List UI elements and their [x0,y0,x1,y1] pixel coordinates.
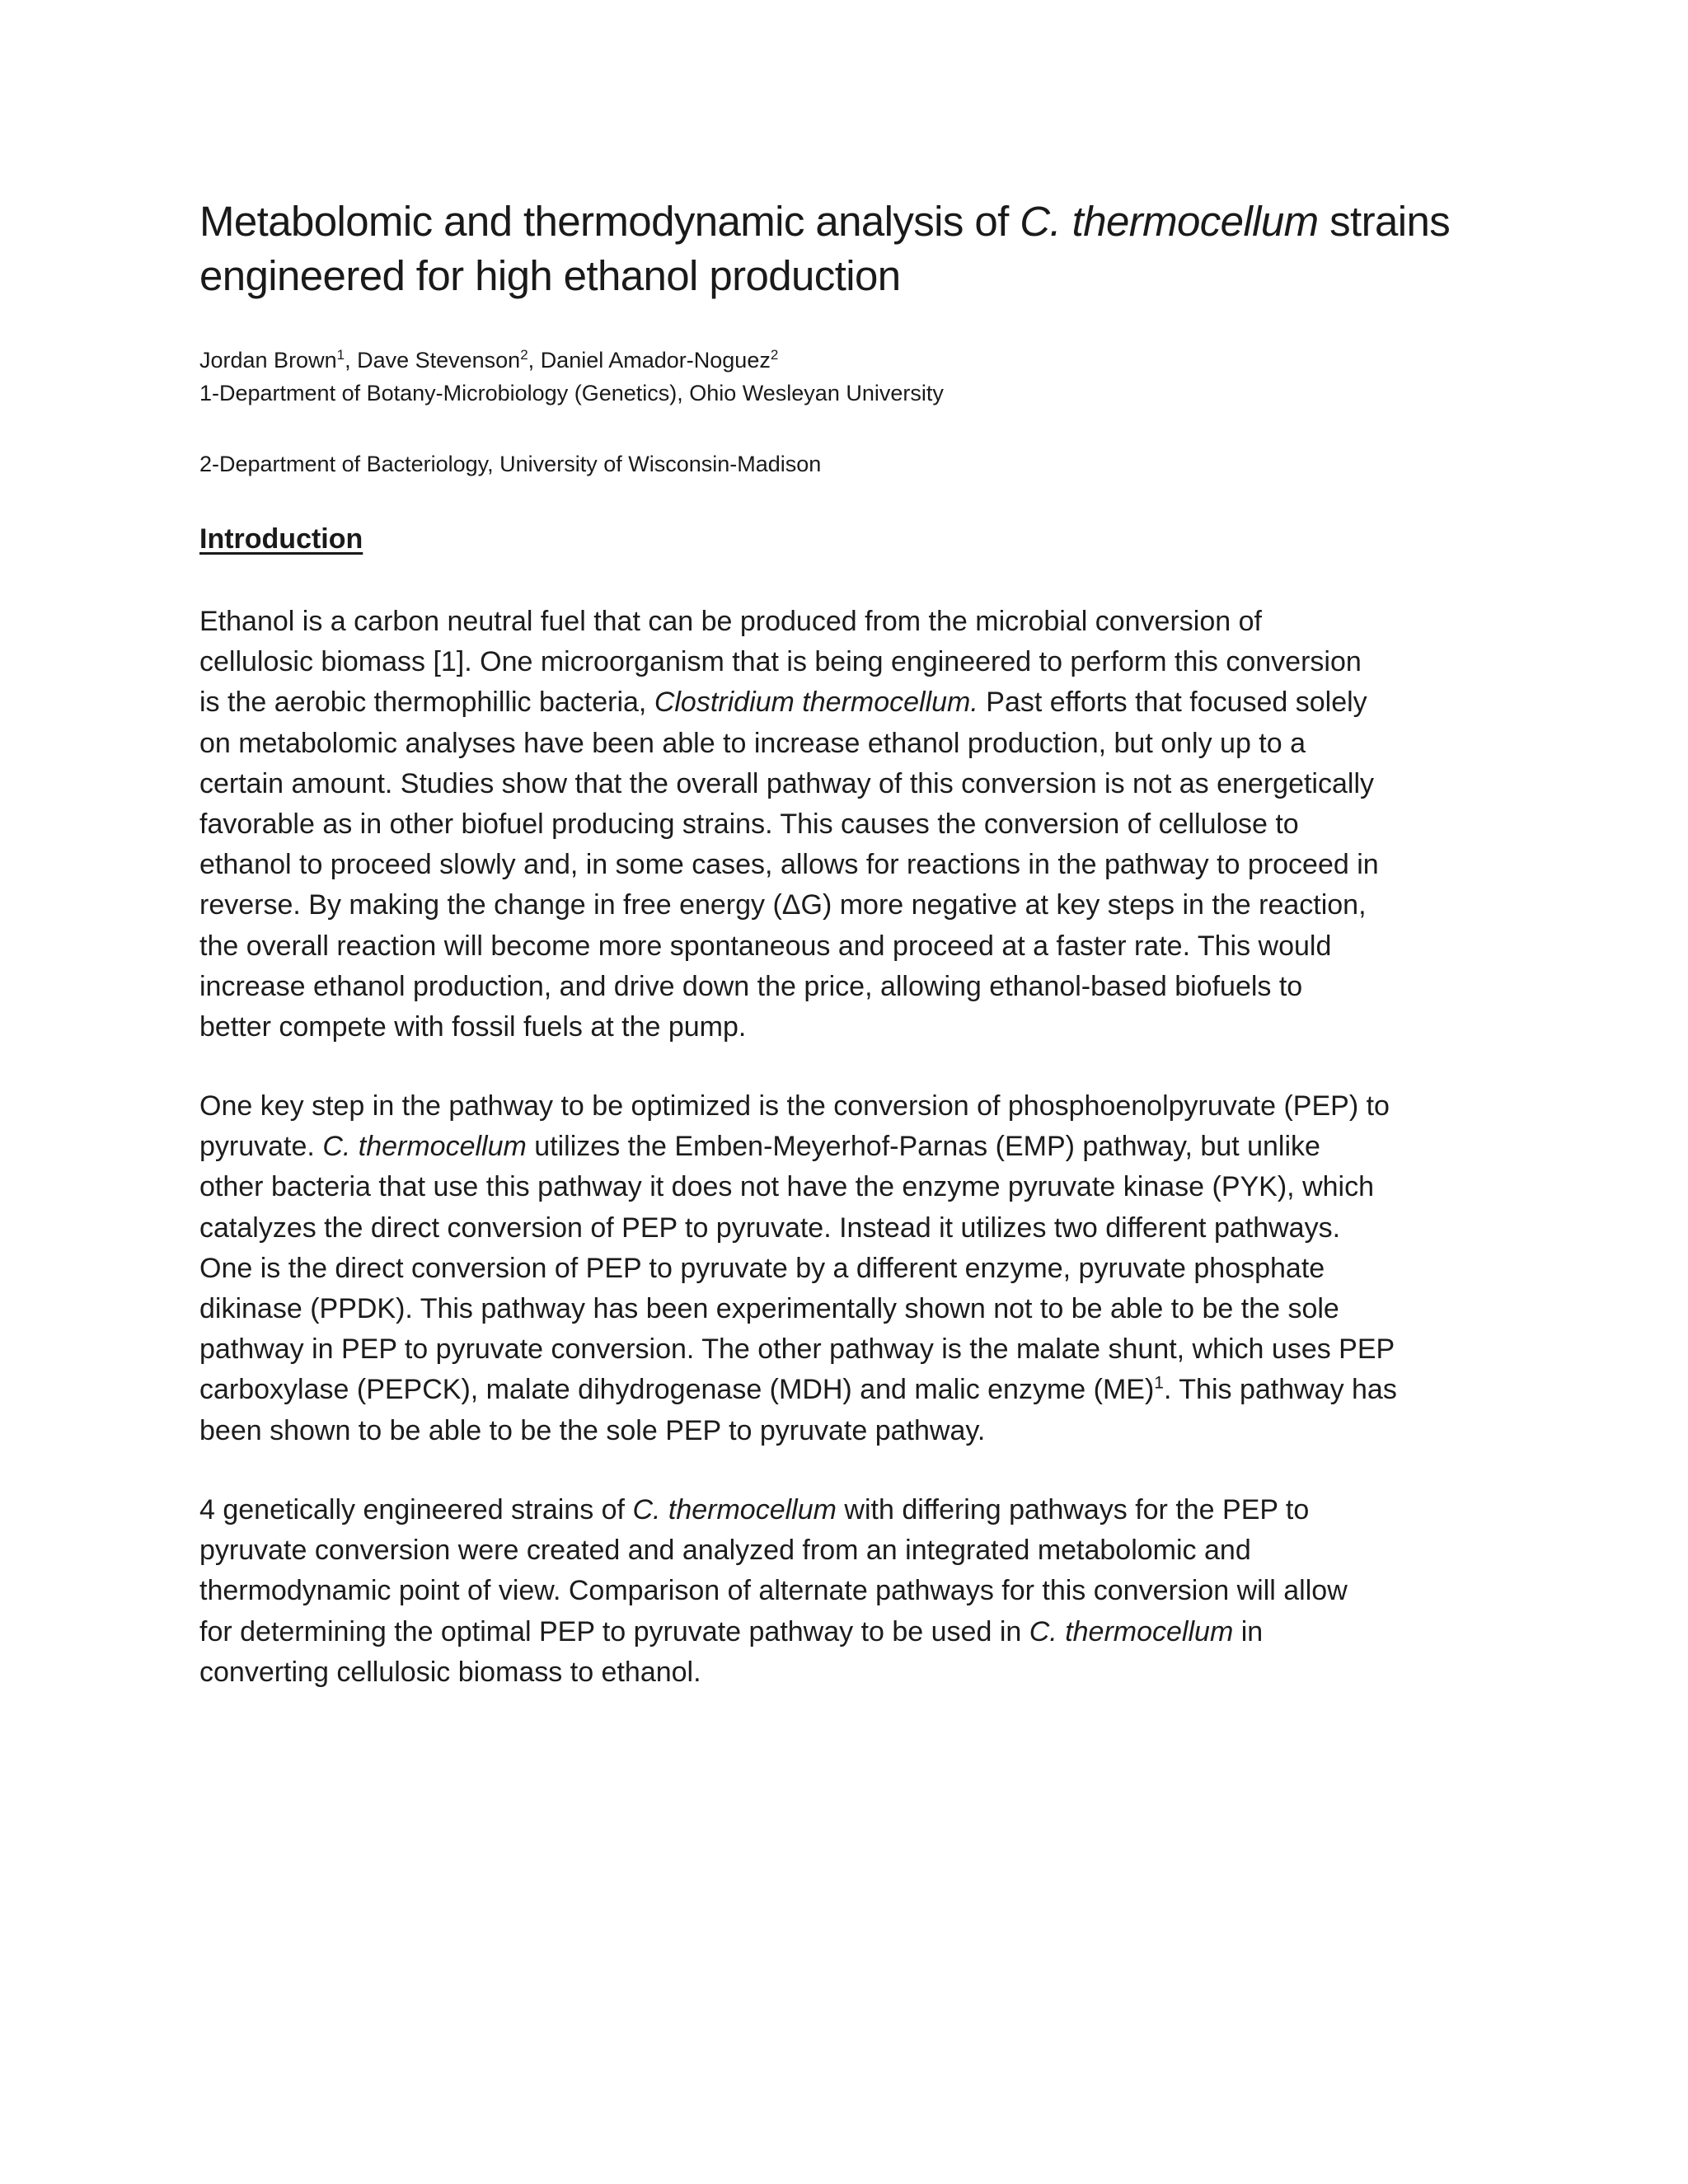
text-line: the overall reaction will become more spontaneous and proceed at a faster rate. This would [199,930,1332,962]
text-line: other bacteria that use this pathway it does not have the enzyme pyruvate kinase (PYK), which [199,1171,1374,1203]
text-line: on metabolomic analyses have been able to increase ethanol production, but only up to a [199,727,1306,759]
text-line: cellulosic biomass [1]. One microorganism that is being engineered to perform this conversion [199,646,1362,678]
title-line-1: Metabolomic and thermodynamic analysis of C. thermocellum strains [199,198,1451,245]
species-name: C. thermocellum [322,1131,527,1163]
text-line: been shown to be able to be the sole PEP to pyruvate pathway. [199,1414,986,1446]
text-line: dikinase (PPDK). This pathway has been experimentally shown not to be able to be the sole [199,1293,1339,1325]
author-name: Dave Stevenson [357,348,521,373]
text-line: pyruvate. C. thermocellum utilizes the Emben-Meyerhof-Parnas (EMP) pathway, but unlike [199,1131,1320,1163]
intro-paragraph-3 [199,1490,1518,1693]
author-name: Daniel Amador-Noguez [540,348,771,373]
text-line: better compete with fossil fuels at the pump. [199,1011,747,1043]
text-line: is the aerobic thermophillic bacteria, Clostridium thermocellum. Past efforts that focused solely [199,687,1367,719]
text-line: Ethanol is a carbon neutral fuel that can be produced from the microbial conversion of [199,606,1262,637]
text-line: pathway in PEP to pyruvate conversion. The other pathway is the malate shunt, which uses PEP [199,1333,1395,1366]
section-heading-introduction: Introduction [199,523,363,555]
text-line: 4 genetically engineered strains of C. thermocellum with differing pathways for the PEP to [199,1494,1310,1526]
text-line: certain amount. Studies show that the overall pathway of this conversion is not as energetically [199,767,1374,799]
intro-paragraph-1 [199,602,1518,1047]
text-line: converting cellulosic biomass to ethanol. [199,1656,701,1688]
text-line: One is the direct conversion of PEP to pyruvate by a different enzyme, pyruvate phosphate [199,1252,1325,1284]
text-line: increase ethanol production, and drive down the price, allowing ethanol-based biofuels to [199,970,1303,1002]
affiliation-1: 1-Department of Botany-Microbiology (Genetics), Ohio Wesleyan University [199,381,944,405]
text-line: favorable as in other biofuel producing strains. This causes the conversion of cellulose to [199,808,1299,841]
text-line: carboxylase (PEPCK), malate dihydrogenase (MDH) and malic enzyme (ME)$^1$. This pathway has [199,1374,1397,1406]
author-list: Jordan Brown$^1$, Dave Stevenson$^2$, Daniel Amador-Noguez$^2$ [199,347,779,373]
author-affiliation-marker: 2 [770,347,779,363]
paper-title [199,194,1535,303]
text-line: One key step in the pathway to be optimized is the conversion of phosphoenolpyruvate (PEP) to [199,1090,1390,1122]
text-line: reverse. By making the change in free energy (ΔG) more negative at key steps in the reaction, [199,889,1367,921]
title-species-name: C. thermocellum [1020,198,1319,245]
affiliation-2: 2-Department of Bacteriology, University of Wisconsin-Madison [199,452,822,476]
intro-paragraph-2 [199,1086,1518,1451]
species-name: Clostridium thermocellum. [654,687,978,719]
author-name: Jordan Brown [199,348,337,373]
author-affiliation-marker: 1 [336,347,345,363]
title-line-2: engineered for high ethanol production [199,252,901,299]
species-name: C. thermocellum [1029,1615,1234,1647]
citation-superscript: 1 [1154,1374,1164,1394]
author-affiliation-marker: 2 [520,347,528,363]
text-line: ethanol to proceed slowly and, in some cases, allows for reactions in the pathway to proceed in [199,849,1379,881]
text-line: catalyzes the direct conversion of PEP to pyruvate. Instead it utilizes two different pathways. [199,1212,1341,1244]
text-line: for determining the optimal PEP to pyruvate pathway to be used in C. thermocellum in [199,1615,1264,1647]
text-line: thermodynamic point of view. Comparison of alternate pathways for this conversion will allow [199,1575,1348,1607]
species-name: C. thermocellum [632,1494,837,1526]
text-line: pyruvate conversion were created and analyzed from an integrated metabolomic and [199,1535,1251,1567]
